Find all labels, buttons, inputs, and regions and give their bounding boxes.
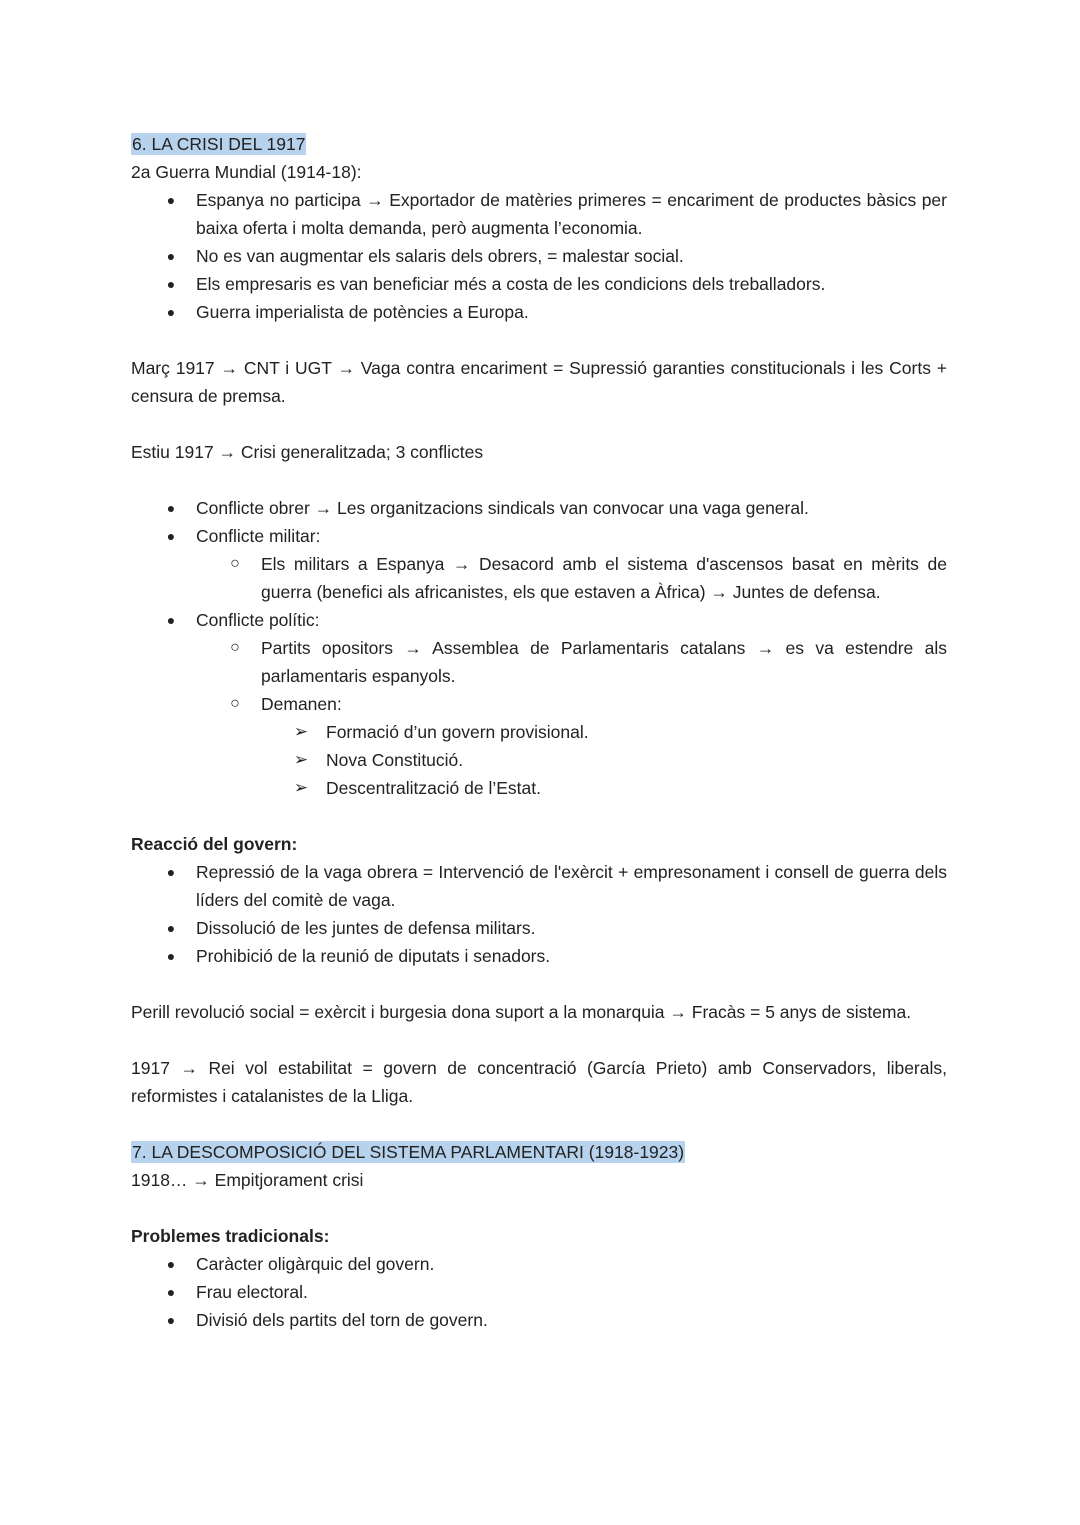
list-item: ● Prohibició de la reunió de diputats i senadors. bbox=[131, 942, 947, 970]
list-item: ● Conflicte militar: bbox=[131, 522, 947, 550]
bullet-icon: ● bbox=[166, 948, 176, 964]
list-item: ○ Els militars a Espanya → Desacord amb el sistema d'ascensos basat en mèrits de guerra (benefici als africanistes, els que estaven a Àfrica) → Juntes de defensa. bbox=[131, 550, 947, 606]
list-item: ● No es van augmentar els salaris dels obrers, = malestar social. bbox=[131, 242, 947, 270]
bullet-icon: ● bbox=[166, 500, 176, 516]
list-item: ● Guerra imperialista de potències a Europa. bbox=[131, 298, 947, 326]
arrow-bullet-icon: ➢ bbox=[293, 722, 309, 741]
section-6-heading-line bbox=[131, 130, 947, 158]
king-paragraph: 1917 → Rei vol estabilitat = govern de concentració (García Prieto) amb Conservadors, liberals, reformistes i catalanistes de la Lliga. bbox=[131, 1058, 947, 1106]
list-item: ○ Demanen: bbox=[131, 690, 947, 718]
bullet-icon: ● bbox=[166, 276, 176, 292]
list-item: ● Conflicte polític: bbox=[131, 606, 947, 634]
list-item: ● Espanya no participa → Exportador de matèries primeres = encariment de productes bàsics per baixa oferta i molta demanda, però augmenta l’economia. bbox=[131, 186, 947, 242]
bullet-icon: ● bbox=[166, 1256, 176, 1272]
summer-paragraph: Estiu 1917 → Crisi generalitzada; 3 conflictes bbox=[131, 442, 484, 462]
section-7-heading: 7. LA DESCOMPOSICIÓ DEL SISTEMA PARLAMENTARI (1918-1923) bbox=[132, 1142, 685, 1162]
section-6-heading: 6. LA CRISI DEL 1917 bbox=[132, 134, 306, 154]
bullet-icon: ● bbox=[166, 920, 176, 936]
circle-bullet-icon: ○ bbox=[230, 639, 240, 656]
arrow-bullet-icon: ➢ bbox=[293, 750, 309, 769]
list-item: ● Repressió de la vaga obrera = Intervenció de l'exèrcit + empresonament i consell de guerra dels líders del comitè de vaga. bbox=[131, 858, 947, 914]
list-item: ○ Partits opositors → Assemblea de Parlamentaris catalans → es va estendre als parlamentaris espanyols. bbox=[131, 634, 947, 690]
section-7-heading-line bbox=[131, 1138, 947, 1166]
list-item: ● Conflicte obrer → Les organitzacions sindicals van convocar una vaga general. bbox=[131, 494, 947, 522]
bullet-icon: ● bbox=[166, 528, 176, 544]
section-7-intro: 1918… → Empitjorament crisi bbox=[131, 1170, 364, 1190]
bullet-icon: ● bbox=[166, 192, 176, 208]
reaction-list bbox=[131, 858, 947, 970]
list-item: ● Divisió dels partits del torn de govern. bbox=[131, 1306, 947, 1334]
list-item: ● Els empresaris es van beneficiar més a costa de les condicions dels treballadors. bbox=[131, 270, 947, 298]
march-paragraph: Març 1917 → CNT i UGT → Vaga contra encariment = Supressió garanties constitucionals i les Corts + censura de premsa. bbox=[131, 358, 947, 406]
reaction-heading: Reacció del govern: bbox=[131, 834, 298, 854]
bullet-icon: ● bbox=[166, 1312, 176, 1328]
list-item: ● Frau electoral. bbox=[131, 1278, 947, 1306]
bullet-icon: ● bbox=[166, 864, 176, 880]
war-list bbox=[131, 186, 947, 326]
list-item: ➢ Formació d’un govern provisional. bbox=[131, 718, 947, 746]
document-content bbox=[131, 130, 947, 1334]
problems-heading: Problemes tradicionals: bbox=[131, 1226, 330, 1246]
bullet-icon: ● bbox=[166, 1284, 176, 1300]
conflicts-list bbox=[131, 494, 947, 802]
bullet-icon: ● bbox=[166, 612, 176, 628]
list-item: ● Caràcter oligàrquic del govern. bbox=[131, 1250, 947, 1278]
circle-bullet-icon: ○ bbox=[230, 695, 240, 712]
arrow-bullet-icon: ➢ bbox=[293, 778, 309, 797]
bullet-icon: ● bbox=[166, 248, 176, 264]
list-item: ➢ Nova Constitució. bbox=[131, 746, 947, 774]
bullet-icon: ● bbox=[166, 304, 176, 320]
danger-paragraph: Perill revolució social = exèrcit i burgesia dona suport a la monarquia → Fracàs = 5 anys de sistema. bbox=[131, 1002, 912, 1022]
problems-list bbox=[131, 1250, 947, 1334]
circle-bullet-icon: ○ bbox=[230, 555, 240, 572]
list-item: ● Dissolució de les juntes de defensa militars. bbox=[131, 914, 947, 942]
war-intro: 2a Guerra Mundial (1914-18): bbox=[131, 162, 362, 182]
list-item: ➢ Descentralització de l’Estat. bbox=[131, 774, 947, 802]
